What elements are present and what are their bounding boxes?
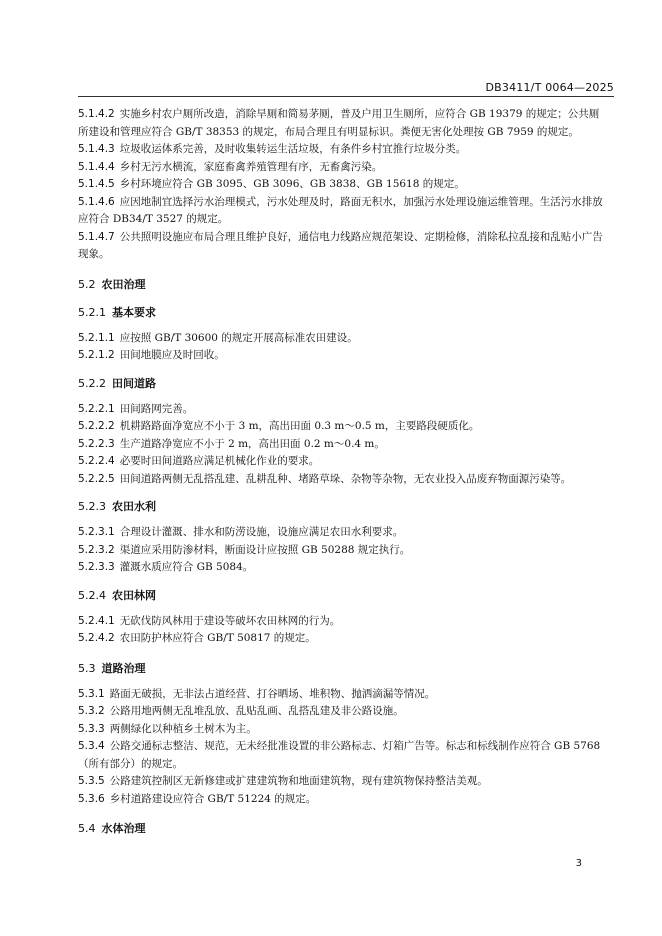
clause-number: 5.1.4.7: [78, 230, 115, 243]
section-number: 5.2.4: [78, 588, 106, 602]
section-title: 水体治理: [101, 822, 146, 835]
clause-number: 5.1.4.6: [78, 195, 115, 208]
clause-5-1-4-4: [78, 159, 606, 177]
clause-number: 5.2.1.1: [78, 331, 115, 344]
page-body: [78, 106, 606, 846]
header-divider: [78, 96, 614, 97]
clause-text: 机耕路路面净宽应不小于 3 m，高出田面 0.3 m～0.5 m，主要路段硬质化。: [119, 420, 480, 432]
clause-5-3-3: [78, 721, 606, 739]
clause-5-3-4: [78, 738, 606, 773]
section-number: 5.2.3: [78, 500, 106, 513]
clause-number: 5.2.2.1: [78, 402, 115, 415]
clause-5-2-3-1: [78, 524, 606, 542]
section-number: 5.3: [78, 661, 96, 675]
clause-number: 5.1.4.5: [78, 178, 115, 190]
clause-text: 两侧绿化以种植乡土树木为主。: [109, 722, 257, 735]
section-heading-5-2-2: [78, 375, 606, 393]
clause-5-2-3-2: [78, 542, 606, 560]
clause-number: 5.2.1.2: [78, 349, 115, 361]
clause-5-2-2-5: [78, 471, 606, 489]
document-code: DB3411/T 0064—2025: [485, 81, 614, 94]
clause-number: 5.2.2.2: [78, 420, 115, 432]
clause-number: 5.3.6: [78, 792, 105, 805]
clause-5-2-2-4: [78, 453, 606, 471]
clause-text: 灌溉水质应符合 GB 5084。: [119, 561, 254, 573]
clause-5-3-2: [78, 703, 606, 721]
clause-5-1-4-3: [78, 141, 606, 159]
clause-number: 5.1.4.3: [78, 143, 115, 155]
clause-5-2-4-1: [78, 613, 606, 631]
section-number: 5.2.1: [78, 305, 106, 319]
clause-number: 5.2.2.3: [78, 437, 115, 450]
section-heading-5-2-3: [78, 498, 606, 516]
clause-5-2-2-1: [78, 401, 606, 419]
clause-text: 应因地制宜选择污水治理模式，污水处理及时，路面无积水，加强污水处理设施运维管理。生活污水排放应符合 DB34/T 3527 的规定。: [78, 195, 603, 225]
section-heading-5-2-4: [78, 587, 606, 605]
section-number: 5.2.2: [78, 376, 106, 390]
clause-5-1-4-6: [78, 194, 606, 229]
clause-text: 田间路网完善。: [119, 402, 194, 415]
clause-text: 应按照 GB/T 30600 的规定开展高标准农田建设。: [119, 331, 358, 344]
section-title: 农田治理: [101, 277, 146, 291]
clause-number: 5.2.3.1: [78, 526, 115, 538]
clause-number: 5.2.4.1: [78, 614, 115, 627]
section-title: 田间道路: [112, 376, 156, 390]
clause-text: 生产道路净宽应不小于 2 m，高出田面 0.2 m～0.4 m。: [119, 437, 385, 450]
clause-5-2-2-3: [78, 436, 606, 454]
clause-5-2-2-2: [78, 418, 606, 436]
clause-text: 垃圾收运体系完善，及时收集转运生活垃圾，有条件乡村宜推行垃圾分类。: [119, 143, 467, 155]
clause-5-1-4-5: [78, 176, 606, 194]
clause-number: 5.3.1: [78, 687, 105, 700]
clause-text: 公路用地两侧无乱堆乱放、乱贴乱画、乱搭乱建及非公路设施。: [109, 705, 404, 717]
clause-text: 无砍伐防风林用于建设等破坏农田林网的行为。: [119, 614, 341, 627]
section-title: 农田水利: [112, 500, 156, 513]
clause-text: 公路交通标志整洁、规范，无未经批准设置的非公路标志、灯箱广告等。标志和标线制作应符合 GB 5768（所有部分）的规定。: [78, 740, 601, 770]
clause-number: 5.2.2.4: [78, 455, 115, 467]
section-number: 5.2: [78, 277, 96, 291]
clause-5-2-1-2: [78, 347, 606, 365]
clause-number: 5.1.4.4: [78, 160, 115, 173]
clause-text: 乡村环境应符合 GB 3095、GB 3096、GB 3838、GB 15618 的规定。: [119, 178, 465, 190]
section-heading-5-4: [78, 820, 606, 838]
clause-text: 乡村无污水横流，家庭畜禽养殖管理有序，无畜禽污染。: [119, 160, 383, 173]
clause-number: 5.2.3.3: [78, 561, 115, 573]
clause-number: 5.3.3: [78, 722, 105, 735]
section-title: 道路治理: [101, 661, 146, 675]
clause-text: 路面无破损，无非法占道经营、打谷晒场、堆积物、抛洒滴漏等情况。: [109, 687, 436, 700]
section-title: 农田林网: [112, 588, 156, 602]
clause-number: 5.2.4.2: [78, 632, 115, 644]
clause-5-3-6: [78, 791, 606, 809]
clause-number: 5.2.3.2: [78, 543, 115, 556]
clause-number: 5.3.4: [78, 740, 105, 752]
clause-number: 5.3.2: [78, 705, 105, 717]
page-number: 3: [575, 858, 582, 869]
section-heading-5-2: [78, 276, 606, 294]
clause-5-1-4-2: [78, 106, 606, 141]
clause-text: 田间地膜应及时回收。: [119, 349, 225, 361]
clause-text: 田间道路两侧无乱搭乱建、乱耕乱种、堵路草垛、杂物等杂物，无农业投入品废弃物面源污染等。: [119, 472, 572, 485]
clause-number: 5.2.2.5: [78, 472, 115, 485]
clause-5-1-4-7: [78, 229, 606, 264]
clause-text: 必要时田间道路应满足机械化作业的要求。: [119, 455, 320, 467]
clause-text: 合理设计灌溉、排水和防涝设施，设施应满足农田水利要求。: [119, 526, 404, 538]
section-heading-5-2-1: [78, 304, 606, 322]
clause-text: 农田防护林应符合 GB/T 50817 的规定。: [119, 632, 316, 644]
clause-text: 公路建筑控制区无新修建或扩建建筑物和地面建筑物，现有建筑物保持整洁美观。: [109, 775, 488, 787]
section-number: 5.4: [78, 822, 96, 835]
clause-5-2-4-2: [78, 630, 606, 648]
clause-text: 公共照明设施应布局合理且维护良好，通信电力线路应规范架设、定期检修，消除私拉乱接和乱贴小广告现象。: [78, 230, 603, 260]
clause-5-3-5: [78, 773, 606, 791]
clause-text: 渠道应采用防渗材料，断面设计应按照 GB 50288 规定执行。: [119, 543, 411, 556]
clause-5-2-3-3: [78, 559, 606, 577]
clause-5-3-1: [78, 686, 606, 704]
clause-number: 5.1.4.2: [78, 108, 115, 120]
section-title: 基本要求: [112, 305, 156, 319]
clause-5-2-1-1: [78, 330, 606, 348]
clause-text: 实施乡村农户厕所改造，消除旱厕和简易茅厕，普及户用卫生厕所，应符合 GB 19379 的规定；公共厕所建设和管理应符合 GB/T 38353 的规定，布局合理且有明显标识。粪便无害化处理按 GB 7959 的规定。: [78, 108, 600, 138]
section-heading-5-3: [78, 660, 606, 678]
clause-text: 乡村道路建设应符合 GB/T 51224 的规定。: [109, 792, 317, 805]
clause-number: 5.3.5: [78, 775, 105, 787]
